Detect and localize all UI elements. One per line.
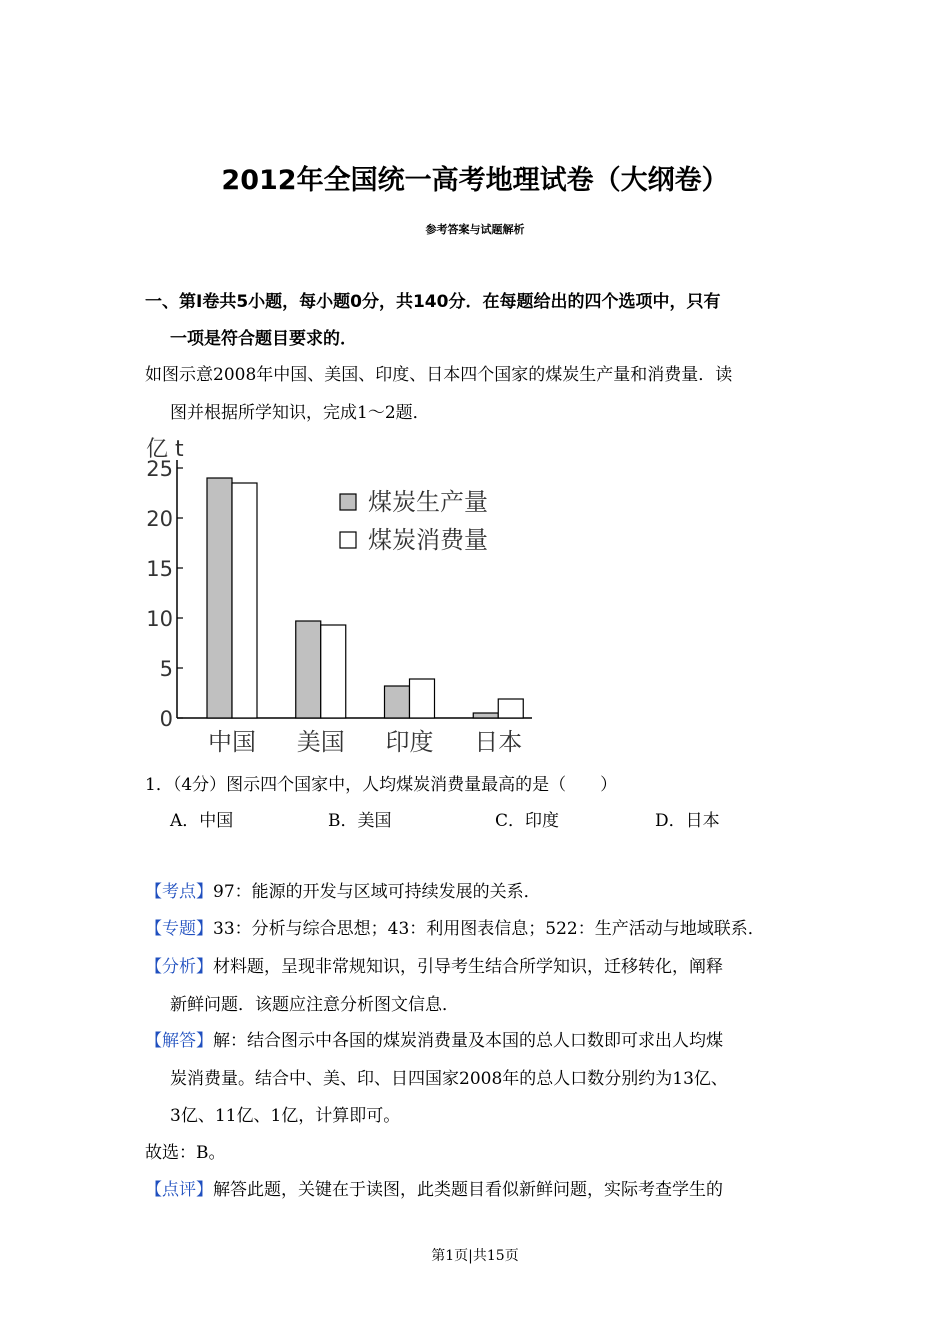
bar [207,478,232,718]
y-tick-label: 25 [146,457,173,481]
jieda-text-1: 解：结合图示中各国的煤炭消费量及本国的总人口数即可求出人均煤 [213,1031,723,1051]
fenxi-text-2: 新鲜问题．该题应注意分析图文信息． [170,995,459,1015]
intro-line2: 图并根据所学知识，完成1～2题． [170,403,430,423]
section-heading-line1: 一、第Ⅰ卷共5小题，每小题0分，共140分．在每题给出的四个选项中，只有 [145,292,721,312]
y-tick-label: 20 [146,507,173,531]
fenxi-row [145,952,723,977]
x-tick-label: 中国 [208,728,256,756]
question-stem: 1．（4分）图示四个国家中，人均煤炭消费量最高的是（ ） [145,775,618,795]
option-a: A．中国 [170,811,234,831]
x-tick-label: 印度 [385,728,434,756]
kaodian-text: 97：能源的开发与区域可持续发展的关系． [213,882,541,902]
bar [232,483,257,718]
option-b: B．美国 [328,811,392,831]
dianping-tag: 【点评】 [145,1180,213,1200]
bar [410,679,435,718]
page-title: 2012年全国统一高考地理试卷（大纲卷） [221,165,729,196]
page-footer: 第1页|共15页 [431,1248,519,1264]
bar [473,713,498,718]
y-tick-label: 15 [146,557,173,581]
jieda-row [145,1026,723,1051]
page-subtitle: 参考答案与试题解析 [425,223,525,236]
y-tick-label: 5 [159,657,173,681]
jieda-text-3: 3亿、11亿、1亿，计算即可。 [170,1106,401,1126]
x-tick-label: 美国 [296,728,345,756]
legend-swatch [340,532,356,548]
x-tick-label: 日本 [474,728,523,756]
bar [385,686,410,718]
zhuanti-text: 33：分析与综合思想；43：利用图表信息；522：生产活动与地域联系． [213,919,765,939]
kaodian-tag: 【考点】 [145,882,213,902]
fenxi-tag: 【分析】 [145,957,213,977]
bar [498,699,523,718]
fenxi-text-1: 材料题，呈现非常规知识，引导考生结合所学知识，迁移转化，阐释 [213,957,723,977]
kaodian-row [145,877,541,902]
coal-bar-chart [140,430,560,760]
y-axis-label: 亿 t [146,437,184,462]
legend-label: 煤炭生产量 [368,488,488,516]
section-heading-line2: 一项是符合题目要求的． [170,329,357,349]
jieda-tag: 【解答】 [145,1031,213,1051]
zhuanti-row [145,914,765,939]
answer-choice: 故选：B。 [145,1143,226,1163]
bar [296,621,321,718]
option-c: C．印度 [495,811,560,831]
dianping-text: 解答此题，关键在于读图，此类题目看似新鲜问题，实际考查学生的 [213,1180,723,1200]
y-tick-label: 0 [159,707,173,731]
legend-swatch [340,494,356,510]
option-d: D．日本 [655,811,720,831]
dianping-row [145,1175,723,1200]
legend-label: 煤炭消费量 [368,526,488,554]
y-tick-label: 10 [146,607,173,631]
bar [321,625,346,718]
intro-line1: 如图示意2008年中国、美国、印度、日本四个国家的煤炭生产量和消费量．读 [145,365,733,385]
jieda-text-2: 炭消费量。结合中、美、印、日四国家2008年的总人口数分别约为13亿、 [170,1069,728,1089]
zhuanti-tag: 【专题】 [145,919,213,939]
